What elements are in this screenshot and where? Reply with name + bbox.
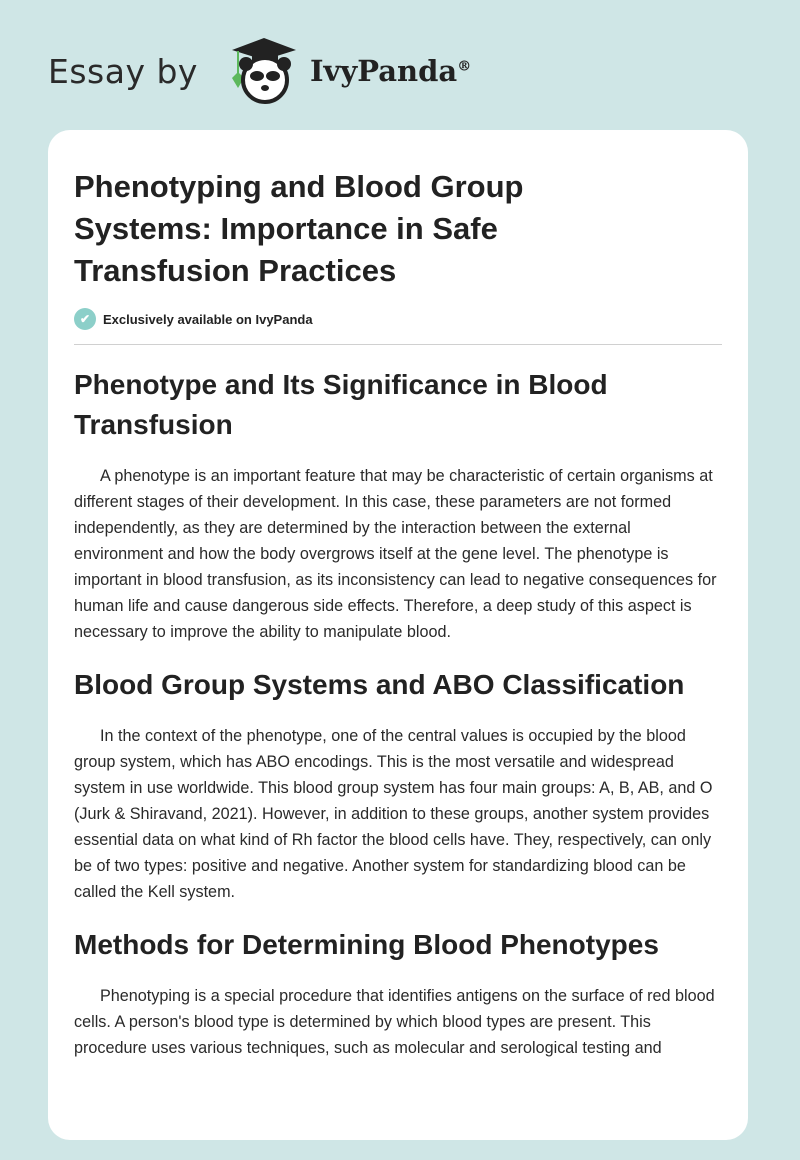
section-heading: Blood Group Systems and ABO Classification (74, 669, 685, 700)
ivypanda-logo-icon (212, 36, 302, 106)
section-paragraph: A phenotype is an important feature that may be characteristic of certain organisms at different stages of their development. In this case, these parameters are not formed independently, as they are determined by the interaction between the external environment and how the body overgrows itself at the gene level. The phenotype is important in blood transfusion, as its inconsistency can lead to negative consequences for human life and cause dangerous side effects. Therefore, a deep study of this aspect is necessary to improve the ability to manipulate blood. (74, 467, 717, 641)
essay-title: Phenotyping and Blood Group Systems: Importance in Safe Transfusion Practices (74, 169, 524, 288)
exclusive-badge (74, 308, 722, 330)
brand-name: IvyPanda® (309, 54, 472, 88)
badge-label: Exclusively available on IvyPanda (103, 311, 313, 327)
site-header (48, 36, 471, 106)
check-icon: ✔ (74, 308, 96, 330)
section-heading: Phenotype and Its Significance in Blood Transfusion (74, 369, 608, 440)
section-paragraph: Phenotyping is a special procedure that identifies antigens on the surface of red blood cells. A person's blood type is determined by which blood types are present. This procedure uses various techniques, such as molecular and serological testing and (74, 987, 715, 1057)
essay-card (48, 130, 748, 1140)
essay-by-label: Essay by (48, 51, 198, 91)
section-heading: Methods for Determining Blood Phenotypes (74, 929, 659, 960)
divider (74, 344, 722, 345)
section-paragraph: In the context of the phenotype, one of the central values is occupied by the blood group system, which has ABO encodings. This is the most versatile and widespread system in use worldwide. This blood group system has four main groups: A, B, AB, and O (Jurk & Shiravand, 2021). However, in addition to these groups, another system provides essential data on what kind of Rh factor the blood cells have. They, respectively, can only be of two types: positive and negative. Another system for standardizing blood can be called the Kell system. (74, 727, 713, 901)
